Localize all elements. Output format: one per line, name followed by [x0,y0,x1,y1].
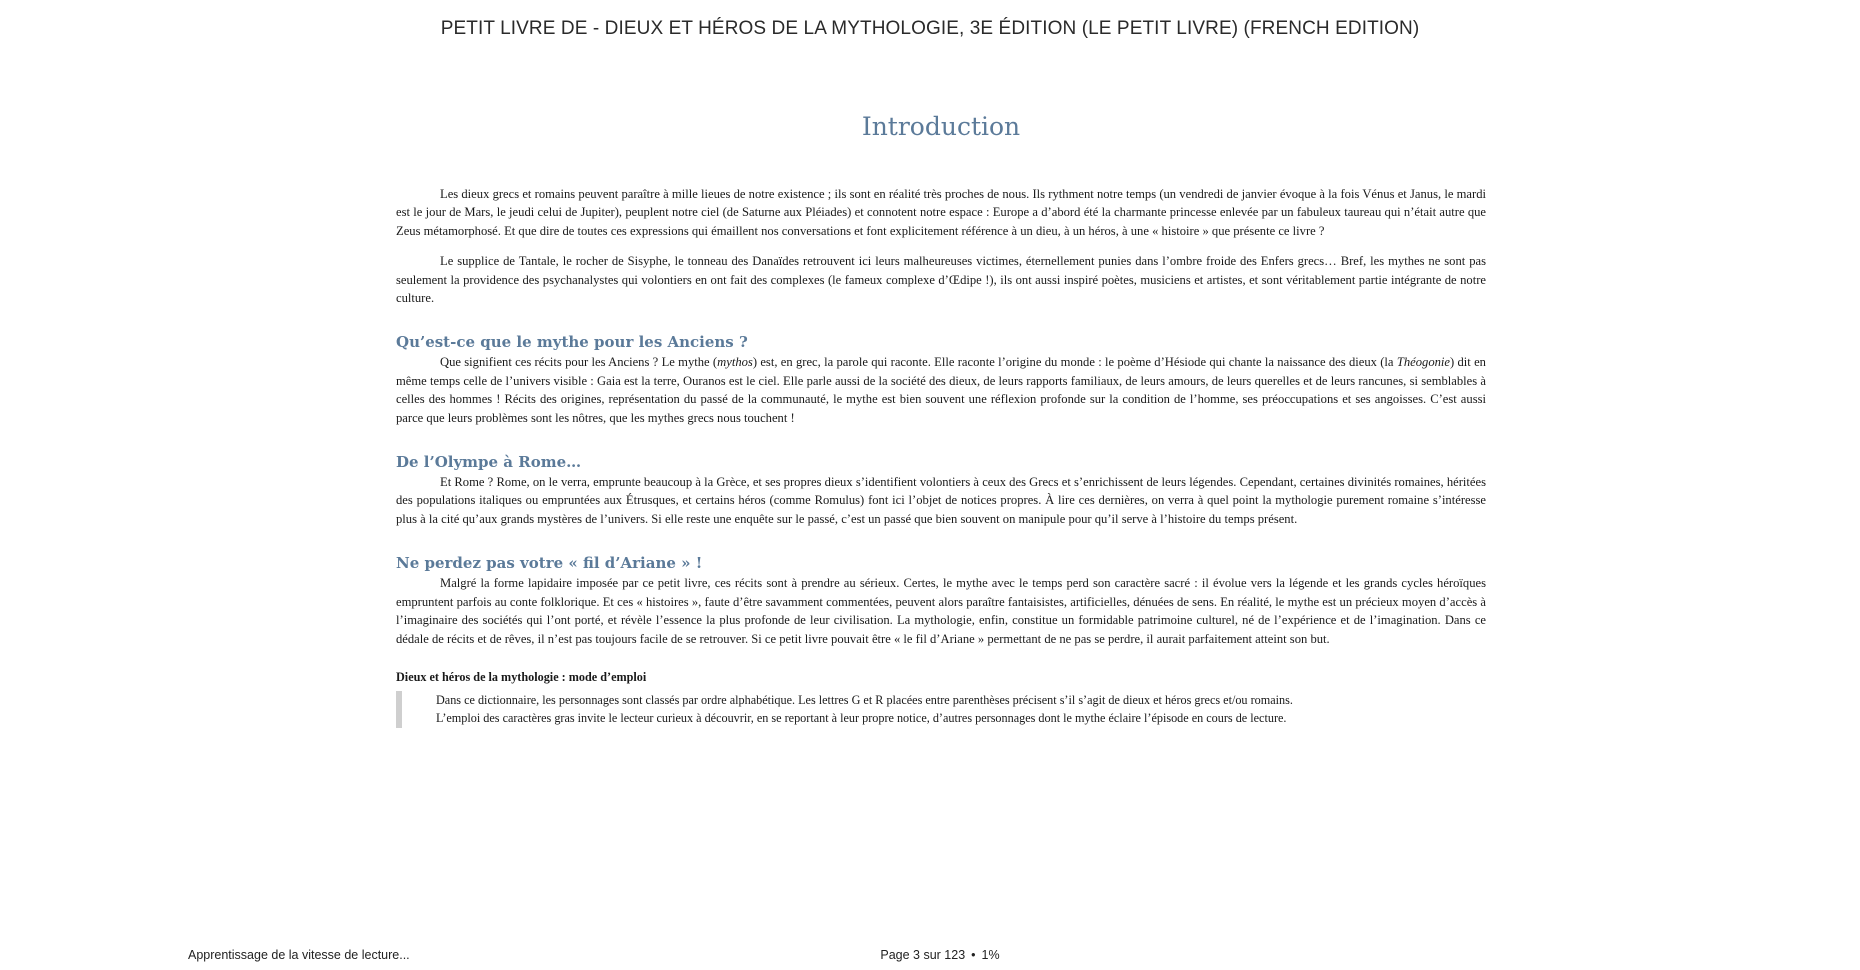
section-paragraph: Malgré la forme lapidaire imposée par ce petit livre, ces récits sont à prendre au sérieux. Certes, le mythe avec le temps perd son caractère sacré : il évolue vers la légende et les grands cycles héroïques empruntent parfois au conte folklorique. Et ces « histoires », faute d’être savamment commentées, peuvent alors paraître fantaisistes, artificielles, dénuées de sens. En réalité, le mythe est un précieux moyen d’accès à l’imaginaire des sociétés qui l’ont porté, et révèle l’essence la plus profonde de leur civilisation. La mythologie, enfin, constitue un formidable patrimoine culturel, né de l’expérience et de l’imagination. Dans ce dédale de récits et de rêves, il n’est pas toujours facile de se retrouver. Si ce petit livre pouvait être « le fil d’Ariane » permettant de ne pas se perdre, il aurait parfaitement atteint son but. [396,576,1486,646]
usage-blockquote [396,691,1486,728]
page-number: Page 3 sur 123 [880,948,966,962]
usage-line: L’emploi des caractères gras invite le lecteur curieux à découvrir, en se reportant à leur propre notice, d’autres personnages dont le mythe éclaire l’épisode en cours de lecture. [436,711,1287,726]
book-title: PETIT LIVRE DE - DIEUX ET HÉROS DE LA MYTHOLOGIE, 3E ÉDITION (LE PETIT LIVRE) (FRENCH EDITION) [440,18,1420,39]
book-page [396,108,1486,728]
reading-progress: 1% [981,948,1000,962]
section-heading: De l’Olympe à Rome… [396,453,582,472]
section-heading: Ne perdez pas votre « fil d’Ariane » ! [396,554,703,573]
chapter-title: Introduction [861,112,1021,141]
reading-speed-status: Apprentissage de la vitesse de lecture... [188,948,410,962]
section-paragraph: Et Rome ? Rome, on le verra, emprunte beaucoup à la Grèce, et ses propres dieux s’identifient volontiers à ceux des Grecs et s’enrichissent de leurs légendes. Cependant, certaines divinités romaines, héritées des populations italiques ou empruntées aux Étrusques, et certains héros (comme Romulus) font ici l’objet de notices propres. À lire ces dernières, on verra à quel point la mythologie purement romaine s’intéresse plus à la cité qu’aux grands mystères de l’univers. Si elle reste une enquête sur le passé, c’est un passé que bien souvent on manipule pour qu’il serve à l’histoire du temps présent. [396,475,1486,526]
page-indicator [0,948,1860,962]
usage-line: Dans ce dictionnaire, les personnages sont classés par ordre alphabétique. Les lettres G et R placées entre parenthèses précisent s’il s’agit de dieux et héros grecs et/ou romains. [436,692,1293,707]
separator-dot: • [971,948,976,962]
intro-paragraph: Les dieux grecs et romains peuvent paraître à mille lieues de notre existence ; ils sont en réalité très proches de nous. Ils rythment notre temps (un vendredi de janvier évoque à la fois Vénus et Janus, le mardi est le jour de Mars, le jeudi celui de Jupiter), peuplent notre ciel (de Saturne aux Pléiades) et connotent notre espace : Europe a d’abord été la charmante princesse enlevée par un fabuleux taureau qui n’était autre que Zeus métamorphosé. Et que dire de toutes ces expressions qui émaillent nos conversations et font explicitement référence à un dieu, à un héros, à une « histoire » que présente ce livre ? [396,187,1486,238]
intro-paragraph: Le supplice de Tantale, le rocher de Sisyphe, le tonneau des Danaïdes retrouvent ici leurs malheureuses victimes, éternellement punies dans l’ombre froide des Enfers grecs… Bref, les mythes ne sont pas seulement la providence des psychanalystes qui volontiers en ont fait des complexes (le fameux complexe d’Œdipe !), ils ont aussi inspiré poètes, musiciens et artistes, et sont véritablement partie intégrante de notre culture. [396,254,1486,306]
section-heading: Qu’est-ce que le mythe pour les Anciens ? [396,333,748,352]
usage-heading: Dieux et héros de la mythologie : mode d’emploi [396,669,647,684]
section-paragraph: Que signifient ces récits pour les Anciens ? Le mythe (mythos) est, en grec, la parole qui raconte. Elle raconte l’origine du monde : le poème d’Hésiode qui chante la naissance des dieux (la Théogonie) dit en même temps celle de l’univers visible : Gaia est la terre, Ouranos est le ciel. Elle parle aussi de la société des dieux, de leurs rapports familiaux, de leurs amours, de leurs querelles et de leurs rancunes, si semblables à celles des hommes ! Récits des origines, représentation du passé de la communauté, le mythe est bien souvent une réflexion profonde sur la condition de l’homme, ses préoccupations et ses angoisses. C’est aussi parce que leurs problèmes sont les nôtres, que les mythes grecs nous touchent ! [396,355,1486,425]
